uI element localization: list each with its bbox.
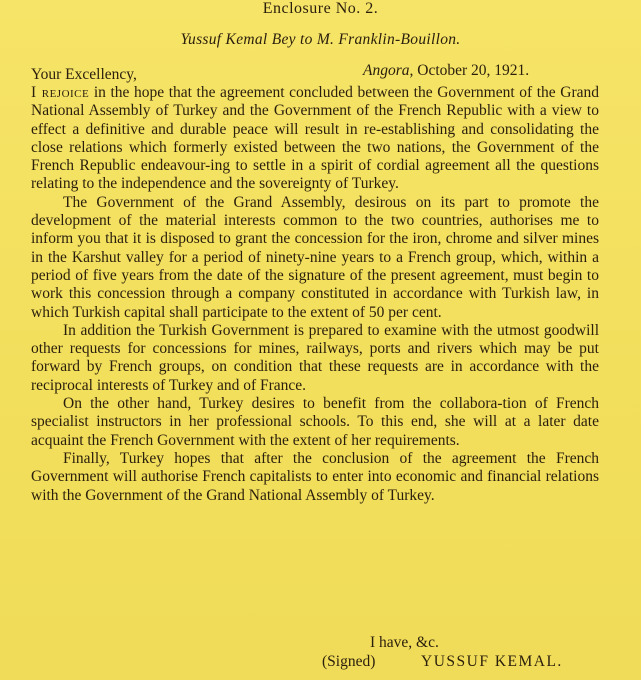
closing-line: I have, &c. [370,634,439,651]
dateline-date: October 20, 1921. [417,62,530,79]
letter-subtitle: Yussuf Kemal Bey to M. Franklin-Bouillon. [180,31,461,48]
opening-words: I rejoice [31,84,90,101]
signed-label: (Signed) [322,653,376,670]
salutation: Your Excellency, [31,66,137,83]
paragraph-5: Finally, Turkey hopes that after the conclusion of the agreement the French Government will authorise French capitalists to enter into economic and financial relations with the Government of the Grand National Assembly of Turkey. [31,449,599,504]
enclosure-heading: Enclosure No. 2. [262,0,379,17]
paragraph-1-text: in the hope that the agreement concluded between the Government of the Grand National Assembly of Turkey and the Government of the French Republic with a view to effect a definitive and durable peace will result in re-establishing and consolidating the close relations which formerly existed between the two nations, the Government of the French Republic endeavour-ing to settle in a spirit of cordial agreement all the questions relating to the independence and the sovereignty of Turkey. [31,84,599,193]
paragraph-2: The Government of the Grand Assembly, desirous on its part to promote the development of the material interests common to the two countries, authorises me to inform you that it is disposed to grant the concession for the iron, chrome and silver mines in the Karshut valley for a period of ninety-nine years to a French group, which, within a period of five years from the date of the signature of the present agreement, must begin to work this concession through a company constituted in accordance with Turkish law, in which Turkish capital shall participate to the extent of 50 per cent. [31,193,599,321]
letter-body [31,84,599,505]
dateline-place: Angora, [363,62,414,79]
dateline [363,62,529,80]
paragraph-3: In addition the Turkish Government is prepared to examine with the utmost goodwill other requests for concessions for mines, railways, ports and rivers which may be put forward by French groups, on condition that these requests are in accordance with the reciprocal interests of Turkey and of France. [31,321,599,394]
paragraph-1 [31,84,599,194]
paragraph-4: On the other hand, Turkey desires to benefit from the collabora-tion of French specialist instructors in her professional schools. To this end, she will at a later date acquaint the French Government with the extent of her requirements. [31,395,599,449]
signature-name: YUSSUF KEMAL. [421,653,563,670]
